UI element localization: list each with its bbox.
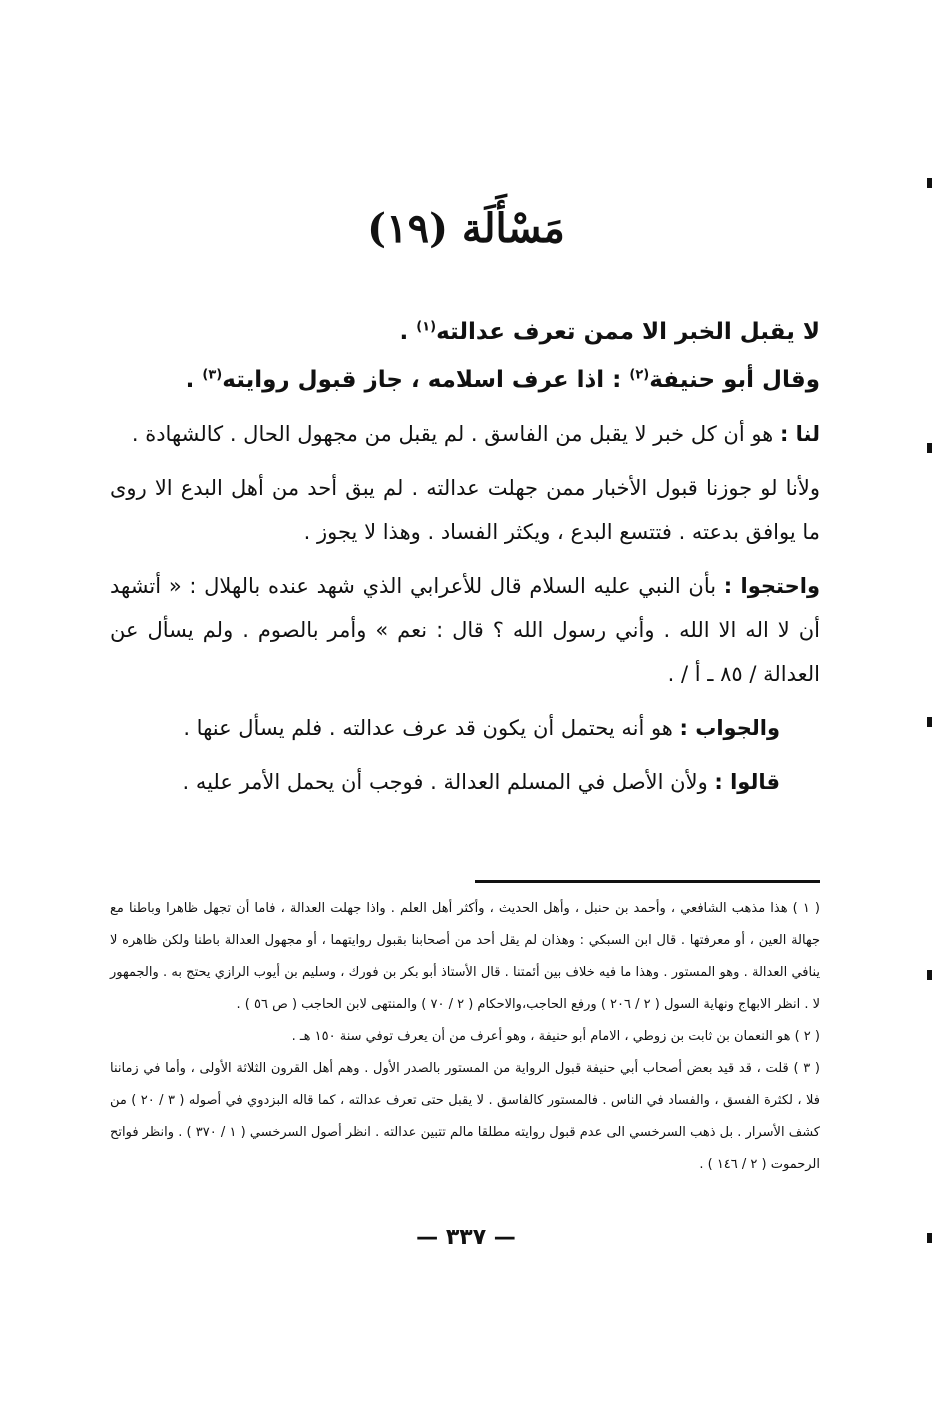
scan-edge-mark	[927, 1233, 932, 1243]
page-number: — ٣٣٧ —	[416, 1225, 516, 1250]
opinion-text-b: : اذا عرف اسلامه ، جاز قبول روايته	[222, 367, 630, 393]
argument-paragraph	[110, 412, 820, 456]
scan-edge-mark	[927, 970, 932, 980]
footnote-2: ( ٢ ) هو النعمان بن ثابت بن زوطي ، الامام أبو حنيفة ، وهو أعرف من أن يعرف توفي سنة ١٥٠ هـ .	[291, 1029, 820, 1044]
footnote-ref-2: (٢)	[629, 367, 650, 383]
answer-text: هو أنه يحتمل أن يكون قد عرف عدالته . فلم يسأل عنها .	[183, 716, 680, 740]
footnote-1: ( ١ ) هذا مذهب الشافعي ، وأحمد بن حنبل ، وأهل الحديث ، وأكثر أهل العلم . واذا جهلت العدالة ، فاما أن تجهل ظاهرا وباطنا مع جهالة العين ، أو معرفتها . قال ابن السبكي : وهذان لم يقل أحد من أصحابنا بقبول روايتهما ، أو مجهول العدالة باطنا ولكن ظاهره لا ينافي العدالة . وهو المستور . وهذا ما فيه خلاف بين أئمتنا . قال الأستاذ أبو بكر بن فورك ، وسليم بن أيوب الرازي يحتج به . والجمهور لا . انظر الابهاج ونهاية السول ( ٢ / ٢٠٦ ) ورفع الحاجب،والاحكام ( ٢ / ٧٠ ) والمنتهى لابن الحاجب ( ص ٥٦ ) .	[110, 901, 820, 1012]
scan-edge-mark	[927, 178, 932, 188]
footnotes	[110, 893, 820, 1181]
issue-heading: مَسْأَلَة (١٩)	[367, 205, 565, 252]
they-said-paragraph	[110, 760, 820, 804]
answer-lead: والجواب :	[679, 716, 780, 740]
argument-text: هو أن كل خبر لا يقبل من الفاسق . لم يقبل من مجهول الحال . كالشهادة .	[131, 422, 780, 446]
opinion-end: .	[185, 367, 203, 393]
footnote-ref-1: (١)	[416, 319, 437, 335]
second-argument-text: ولأنا لو جوزنا قبول الأخبار ممن جهلت عدالته . لم يبق أحد من أهل البدع الا روى ما يوافق بدعته . فتتسع البدع ، ويكثر الفساد . وهذا لا يجوز .	[110, 476, 820, 544]
main-text	[110, 310, 820, 804]
footnote-3: ( ٣ ) قلت ، قد قيد بعض أصحاب أبي حنيفة قبول الرواية من المستور بالصدر الأول . وهم أهل القرون الثلاثة الأولى ، وأما في زماننا فلا ، لكثرة الفسق ، والفساد في الناس . فالمستور كالفاسق . لا يقبل حتى تعرف عدالته ، كما قاله البزدوي في أصوله ( ٣ / ٢٠ ) من كشف الأسرار . بل ذهب السرخسي الى عدم قبول روايته مطلقا مالم تتبين عدالته . انظر أصول السرخسي ( ١ / ٣٧٠ ) . وانظر فواتح الرحموت ( ٢ / ١٤٦ ) .	[110, 1061, 820, 1172]
counter-argument-paragraph	[110, 564, 820, 696]
thesis-text: لا يقبل الخبر الا ممن تعرف عدالته	[436, 319, 820, 345]
thesis-statement	[110, 310, 820, 354]
they-said-text: ولأن الأصل في المسلم العدالة . فوجب أن يحمل الأمر عليه .	[182, 770, 715, 794]
scan-edge-mark	[927, 443, 932, 453]
scan-edge-mark	[927, 717, 932, 727]
answer-paragraph	[110, 706, 820, 750]
thesis-end: .	[399, 319, 417, 345]
abu-hanifa-opinion	[110, 358, 820, 402]
second-argument-paragraph	[110, 466, 820, 554]
they-said-lead: قالوا :	[714, 770, 780, 794]
counter-lead: واحتجوا :	[723, 574, 820, 598]
footnote-ref-3: (٣)	[202, 367, 223, 383]
opinion-text-a: وقال أبو حنيفة	[649, 367, 820, 393]
counter-text: بأن النبي عليه السلام قال للأعرابي الذي شهد عنده بالهلال : « أتشهد أن لا اله الا الله . وأني رسول الله ؟ قال : نعم » وأمر بالصوم . ولم يسأل عن العدالة / ٨٥ ـ أ / .	[110, 574, 820, 686]
argument-lead: لنا :	[779, 422, 820, 446]
footnote-divider	[475, 880, 820, 883]
